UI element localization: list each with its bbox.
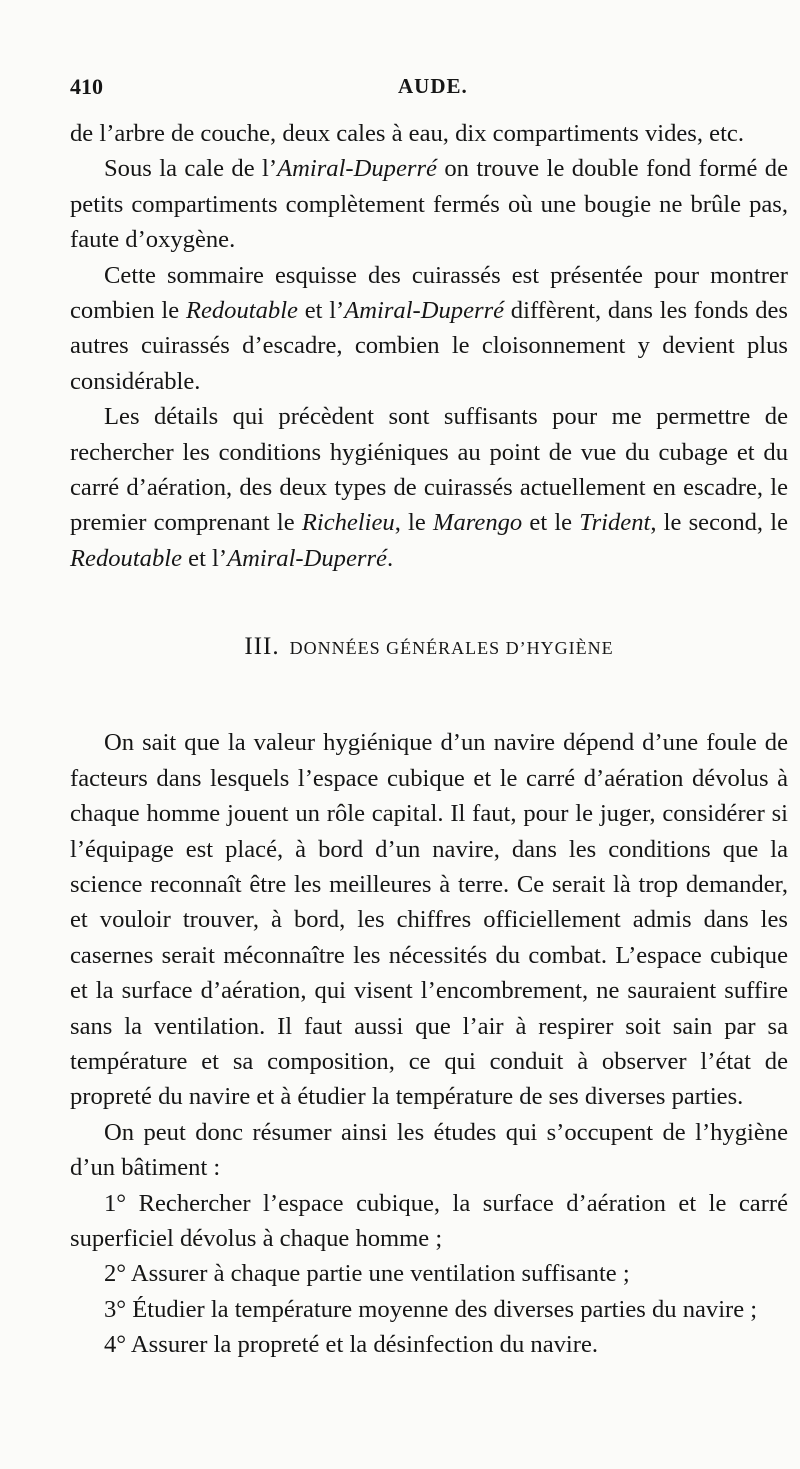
list-item-1: 1° Rechercher l’espace cubique, la surface d’aération et le carré superficiel dévolus à chaque homme ; (70, 1189, 788, 1252)
paragraph-3 (70, 258, 788, 400)
text-run: et le (522, 509, 580, 537)
text-run: , le (394, 509, 433, 537)
paragraph-1: de l’arbre de couche, deux cales à eau, dix compartiments vides, etc. (70, 120, 744, 147)
list-item-3: 3° Étudier la température moyenne des diverses parties du navire ; (104, 1295, 758, 1323)
page-number: 410 (70, 74, 103, 99)
ship-name: Amiral-Duperré (277, 155, 437, 183)
text-run: Sous la cale de l’ (104, 155, 278, 183)
text-run: diffèrent, dans les fonds des autres cuirassés d’escadre, combien le cloisonnement y devient plus considérable. (70, 297, 788, 395)
text-run: . (386, 544, 394, 572)
running-title: AUDE. (398, 74, 468, 98)
text-run: et l’ (297, 297, 345, 325)
ship-name: Richelieu (301, 509, 395, 537)
page-body (70, 116, 788, 1363)
ship-name: Amiral-Duperré (227, 544, 387, 572)
text-run: , le second, le (650, 509, 788, 537)
section-number: III. (244, 633, 280, 661)
section-heading (70, 634, 788, 661)
page-header (70, 66, 760, 106)
text-run: Les détails qui précèdent sont suffisants pour me permettre de rechercher les conditions hygiéniques au point de vue du cubage et du carré d’aération, des deux types de cuirassés actuellement en escadre, le premier comprenant le (70, 403, 788, 537)
paragraph-6: On peut donc résumer ainsi les études qui s’occupent de l’hygiène d’un bâtiment : (70, 1118, 788, 1182)
paragraph-4 (70, 399, 788, 576)
ship-name: Redoutable (185, 297, 298, 325)
list-item-2: 2° Assurer à chaque partie une ventilation suffisante ; (104, 1260, 630, 1288)
text-run: et l’ (182, 544, 228, 572)
text-run: on trouve le double fond formé de petits compartiments complètement fermés où une bougie ne brûle pas, faute d’oxygène. (70, 155, 788, 254)
list-item-4: 4° Assurer la propreté et la désinfection du navire. (104, 1331, 599, 1359)
ship-name: Amiral-Duperré (344, 297, 505, 325)
ship-name: Marengo (432, 509, 523, 537)
section-title-text: DONNÉES GÉNÉRALES D’HYGIÈNE (289, 638, 614, 659)
ship-name: Redoutable (70, 544, 183, 572)
text-run: Cette sommaire esquisse des cuirassés est présentée pour montrer combien le (70, 261, 788, 325)
ship-name: Trident (579, 509, 651, 537)
paragraph-2 (70, 151, 788, 257)
paragraph-5: On sait que la valeur hygiénique d’un navire dépend d’une foule de facteurs dans lesquels l’espace cubique et le carré d’aération dévolus à chaque homme jouent un rôle capital. Il faut, pour le juger, considérer si l’équipage est placé, à bord d’un navire, dans les conditions que la science reconnaît être les meilleures à terre. Ce serait là trop demander, et vouloir trouver, à bord, les chiffres officiellement admis dans les casernes serait méconnaître les nécessités du combat. L’espace cubique et la surface d’aération, qui visent l’encombrement, ne sauraient suffire sans la ventilation. Il faut aussi que l’air à respirer soit sain par sa température et sa composition, ce qui conduit à observer l’état de propreté du navire et à étudier la température de ses diverses parties. (70, 729, 788, 1111)
